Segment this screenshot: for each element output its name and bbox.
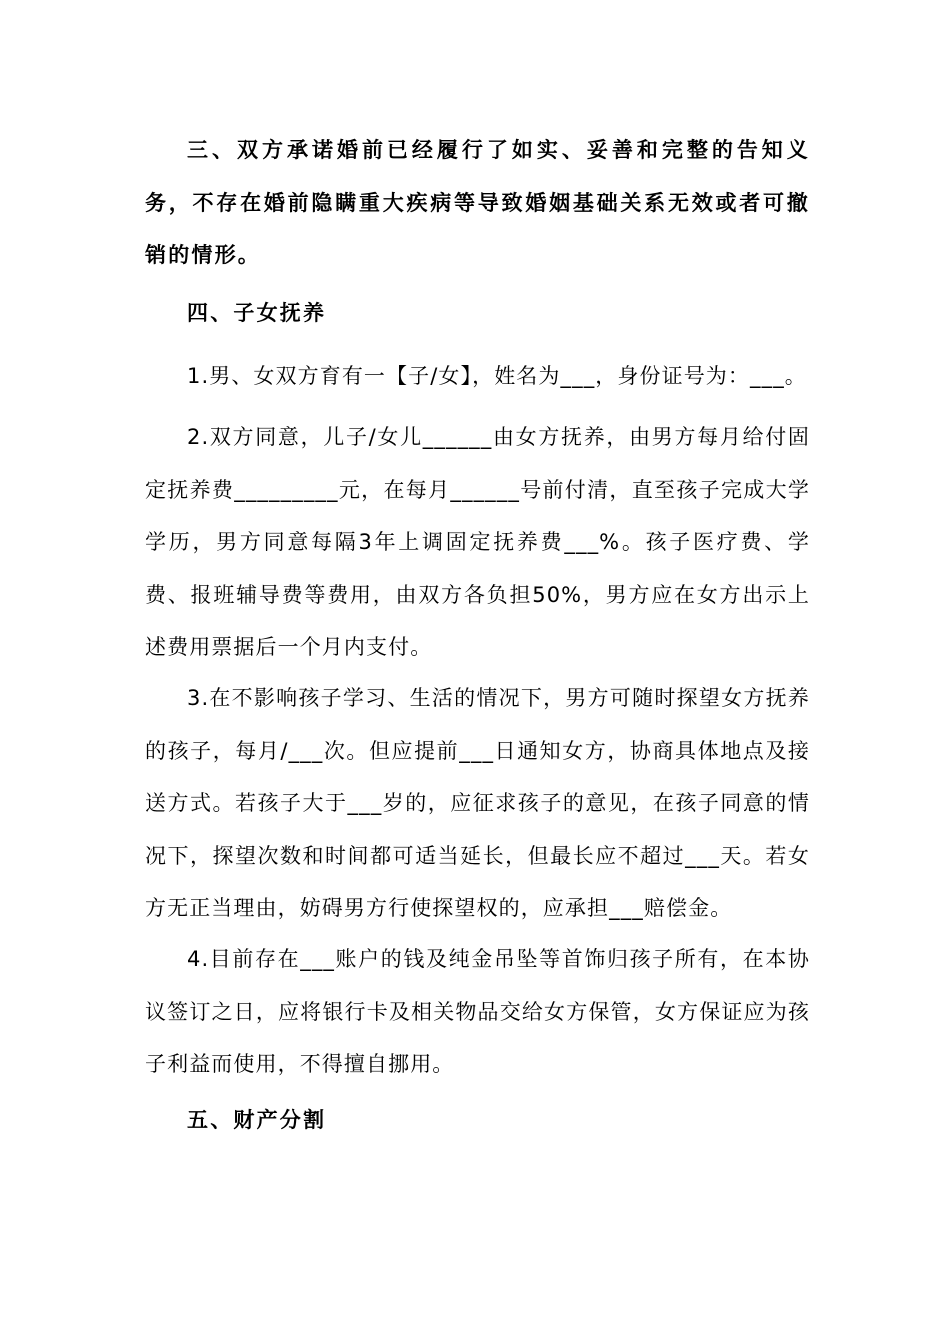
- section-4-item-1: 1.男、女双方育有一【子/女】，姓名为___，身份证号为：___。: [187, 364, 807, 388]
- section-5-heading: 五、财产分割: [187, 1108, 327, 1132]
- section-4-item-4: 4.目前存在___账户的钱及纯金吊坠等首饰归孩子所有，在本协议签订之日，应将银行卡及相关物品交给女方保管，女方保证应为孩子利益而使用，不得擅自挪用。: [145, 947, 810, 1076]
- section-4-item-3: 3.在不影响孩子学习、生活的情况下，男方可随时探望女方抚养的孩子，每月/___次。但应提前___日通知女方，协商具体地点及接送方式。若孩子大于___岁的，应征求孩子的意见，在孩子同意的情况下，探望次数和时间都可适当延长，但最长应不超过___天。若女方无正当理由，妨碍男方行使探望权的，应承担___赔偿金。: [145, 686, 810, 920]
- section-4-item-2: 2.双方同意，儿子/女儿______由女方抚养，由男方每月给付固定抚养费_________元，在每月______号前付清，直至孩子完成大学学历，男方同意每隔3年上调固定抚养费___%。孩子医疗费、学费、报班辅导费等费用，由双方各负担50%，男方应在女方出示上述费用票据后一个月内支付。: [145, 425, 810, 659]
- section-3-paragraph: 三、双方承诺婚前已经履行了如实、妥善和完整的告知义务，不存在婚前隐瞒重大疾病等导致婚姻基础关系无效或者可撤销的情形。: [145, 138, 810, 267]
- section-4-heading: 四、子女抚养: [187, 301, 327, 325]
